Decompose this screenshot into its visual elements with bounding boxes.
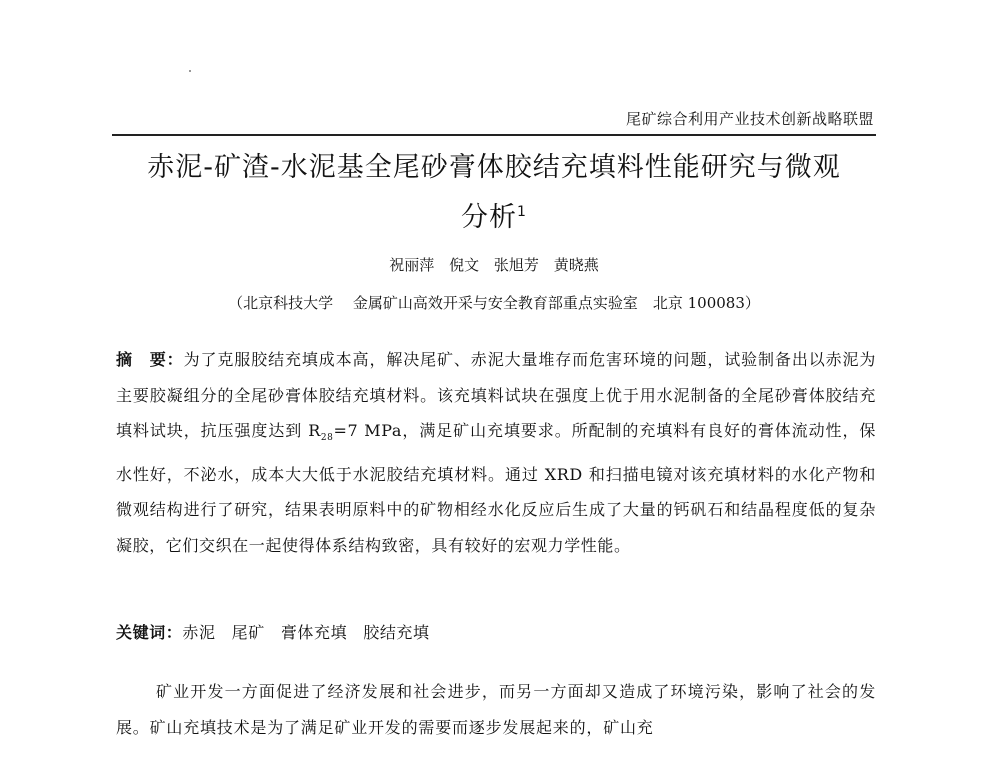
- abstract-subscript: 28: [320, 433, 334, 444]
- keyword: 膏体充填: [280, 623, 348, 642]
- body-paragraph: 矿业开发一方面促进了经济发展和社会进步，而另一方面却又造成了环境污染，影响了社会的发展。矿山充填技术是为了满足矿业开发的需要而逐步发展起来的，矿山充: [116, 682, 876, 737]
- title-footnote-mark: 1: [517, 204, 527, 220]
- running-header: 尾矿综合利用产业技术创新战略联盟: [625, 110, 874, 128]
- affiliation: （北京科技大学 金属矿山高效开采与安全教育部重点实验室 北京 100083）: [228, 294, 760, 312]
- keyword: 尾矿: [231, 623, 265, 642]
- title-line-2-text: 分析: [461, 202, 518, 233]
- keywords: [116, 620, 876, 643]
- keyword: 胶结充填: [363, 623, 430, 642]
- author: 倪文: [449, 256, 480, 274]
- author: 张旭芳: [493, 256, 539, 274]
- author: 黄晓燕: [553, 256, 599, 274]
- keywords-label: 关键词：: [116, 623, 183, 642]
- title-line-1: 赤泥-矿渣-水泥基全尾砂膏体胶结充填料性能研究与微观: [147, 152, 841, 183]
- abstract-text-2: =7 MPa，满足矿山充填要求。所配制的充填料有良好的膏体流动性，保水性好，不泌水，成本大大低于水泥胶结充填材料。通过 XRD 和扫描电镜对该充填材料的水化产物和微观结构进行了研究，结果表明原料中的矿物相经水化反应后生成了大量的钙矾石和结晶程度低的复杂凝胶，它们交织在一起使得体系结构致密，具有较好的宏观力学性能。: [116, 421, 876, 555]
- abstract: [116, 342, 876, 563]
- keyword: 赤泥: [182, 623, 216, 642]
- abstract-label: 摘 要：: [116, 350, 184, 369]
- abstract-text-1: 为了克服胶结充填成本高，解决尾矿、赤泥大量堆存而危害环境的问题，试验制备出以赤泥为主要胶凝组分的全尾砂膏体胶结充填材料。该充填料试块在强度上优于用水泥制备的全尾砂膏体胶结充填料试块，抗压强度达到 R: [116, 350, 876, 440]
- author: 祝丽萍: [389, 256, 435, 274]
- scan-speck: [189, 70, 191, 72]
- title-line-2: [112, 190, 876, 240]
- paper-title: [112, 146, 876, 240]
- author-list: [112, 254, 876, 275]
- header-divider: [112, 134, 876, 136]
